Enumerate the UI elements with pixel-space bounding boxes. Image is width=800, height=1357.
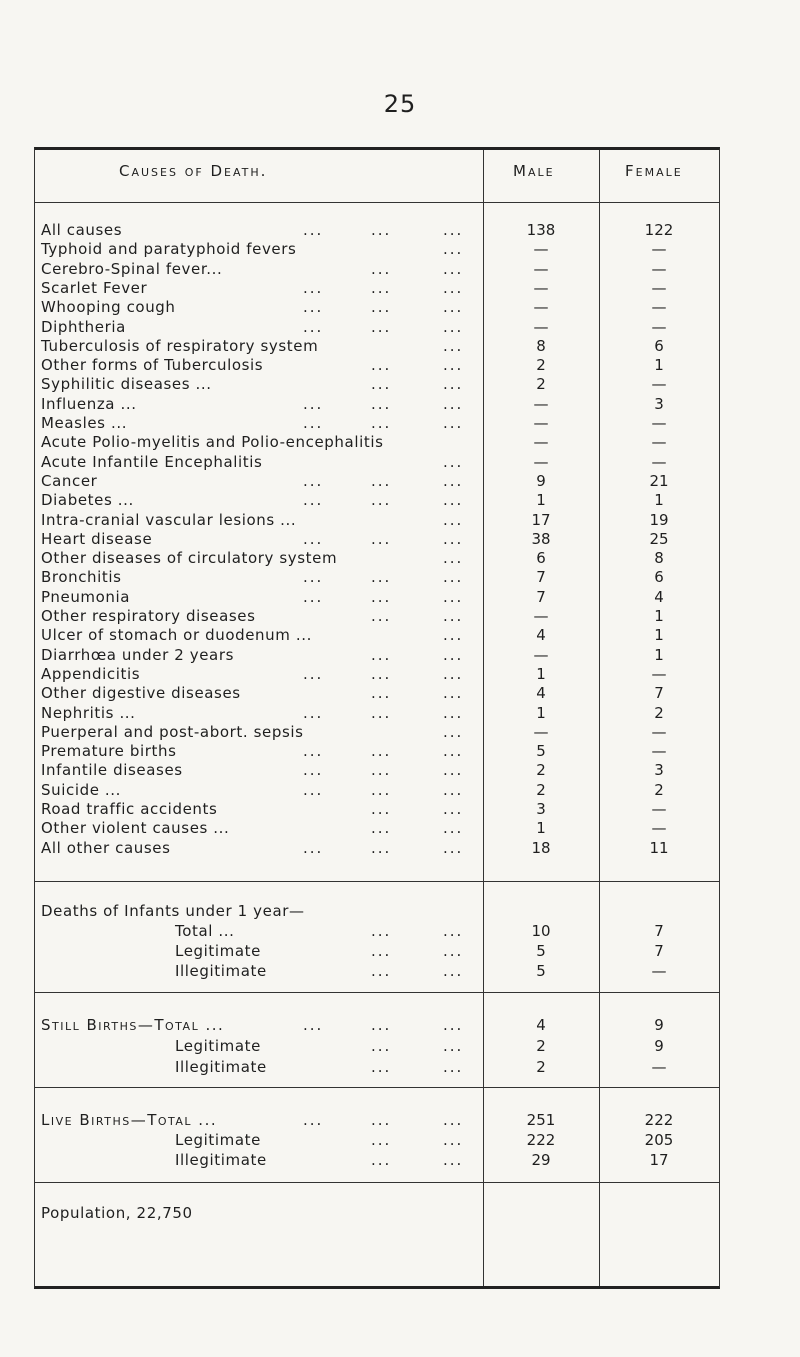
row-label: All causes xyxy=(41,221,123,239)
leader-dots: ... xyxy=(371,298,392,317)
infants-heading: Deaths of Infants under 1 year— xyxy=(41,902,305,920)
leader-dots: ... xyxy=(303,414,324,432)
male-value: 8 xyxy=(536,336,546,355)
leader-dots: ... xyxy=(371,942,392,960)
row-label: Heart disease xyxy=(41,529,153,548)
table-row xyxy=(35,1111,719,1130)
leader-dots: ... xyxy=(443,684,464,703)
leader-dots: ... xyxy=(371,664,392,683)
leader-dots: ... xyxy=(371,221,392,239)
male-value: 5 xyxy=(536,742,546,761)
leader-dots: ... xyxy=(371,800,392,818)
leader-dots: ... xyxy=(371,703,392,722)
male-value: 38 xyxy=(531,529,551,548)
male-value: — xyxy=(533,433,549,452)
row-label: Tuberculosis of respiratory system xyxy=(41,336,319,355)
leader-dots: ... xyxy=(371,1131,392,1149)
leader-dots: ... xyxy=(443,722,464,741)
leader-dots: ... xyxy=(443,1151,464,1169)
leader-dots: ... xyxy=(443,529,464,548)
male-value: — xyxy=(533,452,549,471)
male-value: 4 xyxy=(536,1016,546,1034)
leader-dots: ... xyxy=(443,1037,464,1055)
leader-dots: ... xyxy=(371,491,392,510)
row-label: Suicide ... xyxy=(41,780,122,799)
leader-dots: ... xyxy=(303,1016,324,1034)
female-value: 6 xyxy=(654,336,664,355)
population-label: Population, 22,750 xyxy=(41,1204,193,1222)
leader-dots: ... xyxy=(443,510,464,529)
leader-dots: ... xyxy=(443,1111,464,1129)
female-value: 122 xyxy=(644,221,674,239)
leader-dots: ... xyxy=(443,962,464,980)
female-value: — xyxy=(651,317,667,336)
table-row xyxy=(35,781,719,800)
table-row xyxy=(35,318,719,337)
male-value: 4 xyxy=(536,626,546,645)
leader-dots: ... xyxy=(303,664,324,683)
table-row xyxy=(35,433,719,452)
female-value: 9 xyxy=(654,1016,664,1034)
table-row xyxy=(35,1037,719,1056)
female-value: — xyxy=(651,375,667,394)
female-value: — xyxy=(651,800,667,818)
row-label: Scarlet Fever xyxy=(41,278,148,297)
female-value: — xyxy=(651,278,667,297)
leader-dots: ... xyxy=(303,529,324,548)
leader-dots: ... xyxy=(443,645,464,664)
leader-dots: ... xyxy=(371,1016,392,1034)
female-value: 25 xyxy=(649,529,669,548)
leader-dots: ... xyxy=(443,414,464,432)
male-value: 7 xyxy=(536,587,546,606)
leader-dots: ... xyxy=(443,549,464,568)
leader-dots: ... xyxy=(443,942,464,960)
female-value: 1 xyxy=(654,645,664,664)
male-value: 17 xyxy=(531,510,551,529)
male-value: — xyxy=(533,259,549,278)
row-label: Other respiratory diseases xyxy=(41,607,256,625)
leader-dots: ... xyxy=(303,587,324,606)
leader-dots: ... xyxy=(371,1037,392,1055)
row-label: Influenza ... xyxy=(41,394,137,413)
leader-dots: ... xyxy=(371,761,392,780)
table-row xyxy=(35,240,719,259)
leader-dots: ... xyxy=(443,221,464,239)
female-value: 7 xyxy=(654,922,664,940)
table-row xyxy=(35,607,719,626)
female-value: 11 xyxy=(649,838,669,857)
female-value: 2 xyxy=(654,703,664,722)
row-label: Still Births—Total ... xyxy=(41,1016,225,1034)
row-label: Diphtheria xyxy=(41,317,126,336)
female-value: 9 xyxy=(654,1037,664,1055)
row-label: Diarrhœa under 2 years xyxy=(41,645,235,664)
row-label: Acute Polio-myelitis and Polio-encephalitis xyxy=(41,433,384,452)
female-value: 1 xyxy=(654,607,664,625)
table-row xyxy=(35,742,719,761)
leader-dots: ... xyxy=(371,529,392,548)
row-label: Appendicitis xyxy=(41,664,141,683)
leader-dots: ... xyxy=(371,838,392,857)
leader-dots: ... xyxy=(443,780,464,799)
leader-dots: ... xyxy=(303,780,324,799)
causes-of-death-table xyxy=(34,147,720,1289)
leader-dots: ... xyxy=(443,1058,464,1076)
male-value: — xyxy=(533,414,549,432)
leader-dots: ... xyxy=(303,221,324,239)
table-row xyxy=(35,942,719,961)
male-value: 2 xyxy=(536,1058,546,1076)
table-row xyxy=(35,453,719,472)
row-label: Typhoid and paratyphoid fevers xyxy=(41,240,297,259)
female-value: 205 xyxy=(644,1131,674,1149)
table-row xyxy=(35,626,719,645)
male-value: — xyxy=(533,722,549,741)
male-value: 1 xyxy=(536,491,546,510)
row-label: Live Births—Total ... xyxy=(41,1111,218,1129)
leader-dots: ... xyxy=(443,587,464,606)
row-label: Total ... xyxy=(175,922,235,940)
female-value: 8 xyxy=(654,549,664,568)
female-value: 19 xyxy=(649,510,669,529)
row-label: Bronchitis xyxy=(41,568,122,587)
table-row xyxy=(35,337,719,356)
leader-dots: ... xyxy=(371,684,392,703)
leader-dots: ... xyxy=(443,336,464,355)
male-value: 1 xyxy=(536,703,546,722)
table-row xyxy=(35,472,719,491)
section-rule-still-births xyxy=(35,992,719,993)
table-row xyxy=(35,761,719,780)
leader-dots: ... xyxy=(443,838,464,857)
leader-dots: ... xyxy=(303,278,324,297)
female-value: — xyxy=(651,433,667,452)
table-row xyxy=(35,511,719,530)
table-row xyxy=(35,568,719,587)
leader-dots: ... xyxy=(303,742,324,761)
leader-dots: ... xyxy=(371,471,392,490)
leader-dots: ... xyxy=(443,664,464,683)
leader-dots: ... xyxy=(443,703,464,722)
row-label: Diabetes ... xyxy=(41,491,134,510)
leader-dots: ... xyxy=(371,645,392,664)
male-value: — xyxy=(533,298,549,317)
header-male: Male xyxy=(513,162,555,180)
female-value: 222 xyxy=(644,1111,674,1129)
row-label: Other forms of Tuberculosis xyxy=(41,356,264,375)
row-label: Cerebro-Spinal fever... xyxy=(41,259,223,278)
table-row xyxy=(35,839,719,858)
female-value: 6 xyxy=(654,568,664,587)
female-value: — xyxy=(651,452,667,471)
table-row xyxy=(35,588,719,607)
leader-dots: ... xyxy=(371,922,392,940)
row-label: Other digestive diseases xyxy=(41,684,241,703)
table-row xyxy=(35,1058,719,1077)
page-number: 25 xyxy=(383,90,417,118)
leader-dots: ... xyxy=(443,356,464,375)
leader-dots: ... xyxy=(371,1111,392,1129)
male-value: 1 xyxy=(536,819,546,838)
table-row xyxy=(35,549,719,568)
female-value: 1 xyxy=(654,356,664,375)
female-value: 2 xyxy=(654,780,664,799)
header-causes: Causes of Death. xyxy=(119,162,268,180)
row-label: Puerperal and post-abort. sepsis xyxy=(41,722,304,741)
female-value: — xyxy=(651,259,667,278)
row-label: Whooping cough xyxy=(41,298,176,317)
leader-dots: ... xyxy=(303,761,324,780)
row-label: Legitimate xyxy=(175,1131,261,1149)
table-row xyxy=(35,530,719,549)
male-value: — xyxy=(533,607,549,625)
leader-dots: ... xyxy=(371,1058,392,1076)
population-row xyxy=(35,1204,719,1223)
leader-dots: ... xyxy=(371,356,392,375)
row-label: Road traffic accidents xyxy=(41,800,218,818)
section-rule-infants xyxy=(35,881,719,882)
table-row xyxy=(35,1151,719,1170)
male-value: 7 xyxy=(536,568,546,587)
leader-dots: ... xyxy=(371,394,392,413)
male-value: 9 xyxy=(536,471,546,490)
row-label: Nephritis ... xyxy=(41,703,136,722)
table-row xyxy=(35,1131,719,1150)
table-row xyxy=(35,491,719,510)
infants-heading-row xyxy=(35,902,719,921)
row-label: Legitimate xyxy=(175,942,261,960)
row-label: Other diseases of circulatory system xyxy=(41,549,338,568)
leader-dots: ... xyxy=(303,703,324,722)
female-value: — xyxy=(651,1058,667,1076)
female-value: 1 xyxy=(654,626,664,645)
leader-dots: ... xyxy=(443,471,464,490)
row-label: Illegitimate xyxy=(175,1151,267,1169)
female-value: 4 xyxy=(654,587,664,606)
section-rule-live-births xyxy=(35,1087,719,1088)
female-value: — xyxy=(651,742,667,761)
leader-dots: ... xyxy=(303,1111,324,1129)
row-label: Infantile diseases xyxy=(41,761,183,780)
female-value: — xyxy=(651,722,667,741)
leader-dots: ... xyxy=(303,317,324,336)
male-value: — xyxy=(533,317,549,336)
table-row xyxy=(35,221,719,240)
leader-dots: ... xyxy=(371,607,392,625)
table-row xyxy=(35,704,719,723)
leader-dots: ... xyxy=(443,317,464,336)
male-value: — xyxy=(533,240,549,259)
table-row xyxy=(35,395,719,414)
male-value: 222 xyxy=(526,1131,556,1149)
female-value: — xyxy=(651,819,667,838)
table-row xyxy=(35,646,719,665)
male-value: 2 xyxy=(536,356,546,375)
leader-dots: ... xyxy=(371,742,392,761)
table-row xyxy=(35,800,719,819)
leader-dots: ... xyxy=(443,742,464,761)
female-value: 7 xyxy=(654,684,664,703)
row-label: Other violent causes ... xyxy=(41,819,230,838)
table-row xyxy=(35,684,719,703)
table-row xyxy=(35,1016,719,1035)
leader-dots: ... xyxy=(443,922,464,940)
leader-dots: ... xyxy=(371,375,392,394)
leader-dots: ... xyxy=(371,587,392,606)
table-row xyxy=(35,375,719,394)
female-value: — xyxy=(651,414,667,432)
row-label: Pneumonia xyxy=(41,587,131,606)
female-value: — xyxy=(651,962,667,980)
leader-dots: ... xyxy=(443,298,464,317)
row-label: Measles ... xyxy=(41,414,128,432)
leader-dots: ... xyxy=(303,394,324,413)
leader-dots: ... xyxy=(371,819,392,838)
header-female: Female xyxy=(625,162,683,180)
male-value: 10 xyxy=(531,922,551,940)
female-value: 17 xyxy=(649,1151,669,1169)
row-label: Acute Infantile Encephalitis xyxy=(41,452,263,471)
female-value: — xyxy=(651,240,667,259)
leader-dots: ... xyxy=(371,1151,392,1169)
leader-dots: ... xyxy=(443,1016,464,1034)
leader-dots: ... xyxy=(303,471,324,490)
leader-dots: ... xyxy=(371,962,392,980)
leader-dots: ... xyxy=(371,414,392,432)
leader-dots: ... xyxy=(443,626,464,645)
male-value: 138 xyxy=(526,221,556,239)
row-label: Premature births xyxy=(41,742,177,761)
table-row xyxy=(35,922,719,941)
row-label: Illegitimate xyxy=(175,962,267,980)
female-value: 3 xyxy=(654,394,664,413)
leader-dots: ... xyxy=(443,800,464,818)
male-value: 5 xyxy=(536,962,546,980)
leader-dots: ... xyxy=(443,1131,464,1149)
female-value: 7 xyxy=(654,942,664,960)
leader-dots: ... xyxy=(371,259,392,278)
leader-dots: ... xyxy=(371,780,392,799)
female-value: 1 xyxy=(654,491,664,510)
leader-dots: ... xyxy=(443,819,464,838)
row-label: Ulcer of stomach or duodenum ... xyxy=(41,626,312,645)
male-value: 2 xyxy=(536,761,546,780)
table-row xyxy=(35,962,719,981)
leader-dots: ... xyxy=(443,240,464,259)
male-value: 5 xyxy=(536,942,546,960)
leader-dots: ... xyxy=(303,491,324,510)
leader-dots: ... xyxy=(443,761,464,780)
female-value: — xyxy=(651,664,667,683)
male-value: 4 xyxy=(536,684,546,703)
row-label: Cancer xyxy=(41,471,98,490)
leader-dots: ... xyxy=(443,568,464,587)
table-row xyxy=(35,260,719,279)
table-row xyxy=(35,279,719,298)
leader-dots: ... xyxy=(371,278,392,297)
female-value: — xyxy=(651,298,667,317)
leader-dots: ... xyxy=(303,298,324,317)
row-label: Legitimate xyxy=(175,1037,261,1055)
row-label: All other causes xyxy=(41,838,171,857)
table-row xyxy=(35,298,719,317)
leader-dots: ... xyxy=(303,838,324,857)
male-value: 29 xyxy=(531,1151,551,1169)
leader-dots: ... xyxy=(443,375,464,394)
table-row xyxy=(35,665,719,684)
female-value: 21 xyxy=(649,471,669,490)
male-value: — xyxy=(533,394,549,413)
leader-dots: ... xyxy=(443,491,464,510)
leader-dots: ... xyxy=(371,568,392,587)
leader-dots: ... xyxy=(443,452,464,471)
male-value: 18 xyxy=(531,838,551,857)
table-row xyxy=(35,356,719,375)
table-row xyxy=(35,819,719,838)
male-value: 2 xyxy=(536,375,546,394)
male-value: 2 xyxy=(536,1037,546,1055)
leader-dots: ... xyxy=(371,317,392,336)
male-value: 251 xyxy=(526,1111,556,1129)
row-label: Intra-cranial vascular lesions ... xyxy=(41,510,297,529)
section-rule-population xyxy=(35,1182,719,1183)
table-row xyxy=(35,723,719,742)
leader-dots: ... xyxy=(443,394,464,413)
male-value: — xyxy=(533,278,549,297)
male-value: 2 xyxy=(536,780,546,799)
male-value: — xyxy=(533,645,549,664)
row-label: Illegitimate xyxy=(175,1058,267,1076)
header-rule xyxy=(35,202,719,203)
female-value: 3 xyxy=(654,761,664,780)
male-value: 1 xyxy=(536,664,546,683)
table-row xyxy=(35,414,719,433)
leader-dots: ... xyxy=(443,607,464,625)
male-value: 3 xyxy=(536,800,546,818)
leader-dots: ... xyxy=(443,278,464,297)
leader-dots: ... xyxy=(443,259,464,278)
male-value: 6 xyxy=(536,549,546,568)
row-label: Syphilitic diseases ... xyxy=(41,375,212,394)
leader-dots: ... xyxy=(303,568,324,587)
